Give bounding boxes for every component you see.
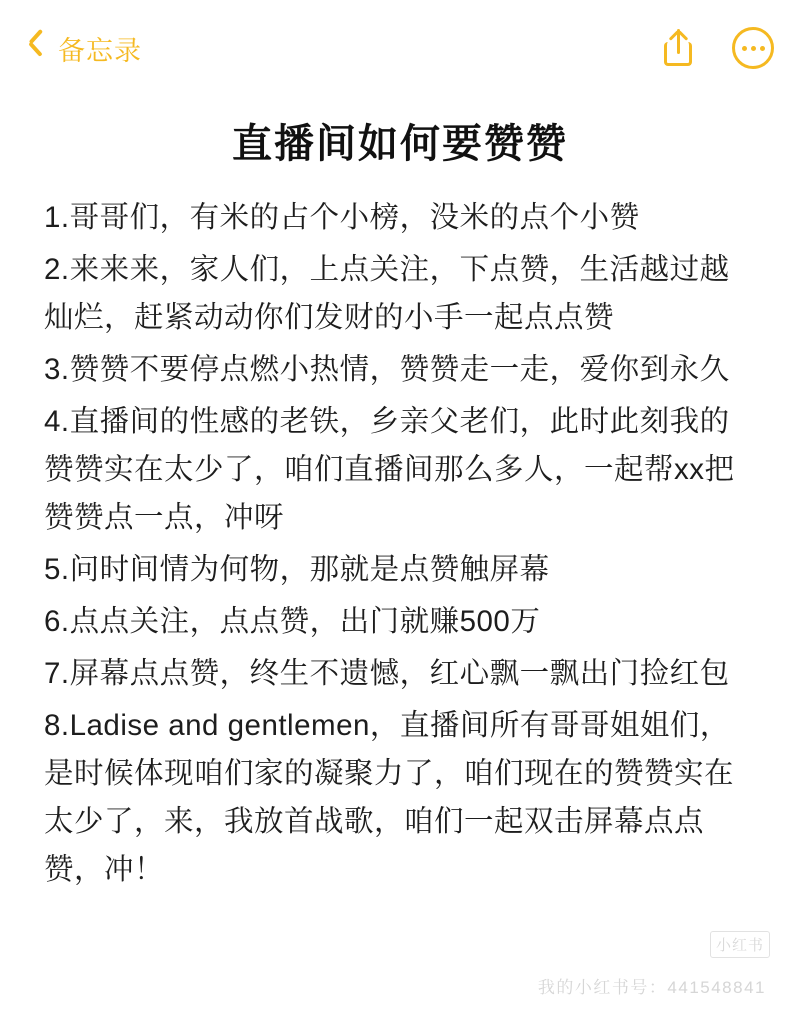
topbar-actions [662,27,774,69]
more-ellipsis-icon[interactable] [732,27,774,69]
back-button[interactable] [26,29,142,68]
watermark-account-id: 我的小红书号：441548841 [537,978,766,997]
top-navigation-bar [0,0,800,96]
more-dot-2 [751,46,756,51]
list-item: 3.赞赞不要停点燃小热情，赞赞走一走，爱你到永久 [44,353,730,386]
page-title: 直播间如何要赞赞 [232,122,568,166]
list-item: 1.哥哥们，有米的占个小榜，没米的点个小赞 [44,201,640,234]
list-item: 7.屏幕点点赞，终生不遗憾，红心飘一飘出门捡红包 [44,657,730,690]
back-button-label: 备忘录 [58,35,142,66]
chevron-left-icon [26,30,48,66]
more-dot-3 [760,46,765,51]
note-content [0,96,800,894]
list-item: 2.来来来，家人们，上点关注，下点赞，生活越过越灿烂，赶紧动动你们发财的小手一起点点赞 [44,253,730,334]
note-body [44,194,756,894]
list-item: 5.问时间情为何物，那就是点赞触屏幕 [44,553,550,586]
list-item: 8.Ladise and gentlemen，直播间所有哥哥姐姐们，是时候体现咱们家的凝聚力了，咱们现在的赞赞实在太少了，来，我放首战歌，咱们一起双击屏幕点点赞，冲！ [44,709,735,886]
share-icon[interactable] [662,27,696,69]
list-item: 6.点点关注，点点赞，出门就赚500万 [44,605,541,638]
list-item: 4.直播间的性感的老铁，乡亲父老们，此时此刻我的赞赞实在太少了，咱们直播间那么多人，一起帮xx把赞赞点一点，冲呀 [44,405,735,534]
more-dot-1 [742,46,747,51]
watermark-logo: 小红书 [710,931,770,958]
